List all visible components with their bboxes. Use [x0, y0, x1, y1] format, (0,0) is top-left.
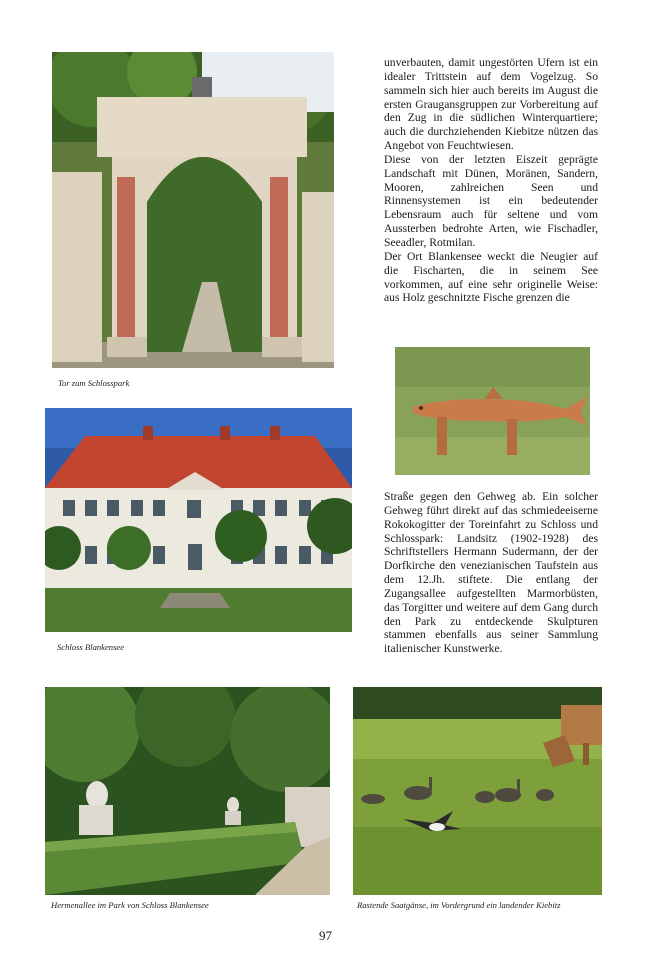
photo-wooden-fish	[395, 347, 590, 475]
paragraph: Der Ort Blankensee weckt die Neugier auf die Fischarten, die in seinem See vorkommen, auf eine sehr originelle Weise: aus Holz geschnitzte Fische grenzen die	[384, 249, 598, 305]
page-number: 97	[319, 928, 332, 943]
caption-geese: Rastende Saatgänse, im Vordergrund ein landender Kiebitz	[357, 900, 561, 910]
paragraph: unverbauten, damit ungestörten Ufern ist ein idealer Trittstein auf dem Vogelzug. So sammeln sich hier auch bereits im August die ersten Graugansgruppen zur Vorbereitung auf den Zug in die südlichen Winterquartiere; auch die durchziehenden Kiebitze nützen das Angebot von Feuchtwiesen.	[384, 56, 598, 153]
paragraph: Diese von der letzten Eiszeit geprägte Landschaft mit Dünen, Moränen, Sandern, Mooren, zahlreichen Seen und Rinnensystemen ist ein bedeutender Lebensraum auch für seltene und vom Aussterben bedrohte Arten, wie Fischadler, Seeadler, Rotmilan.	[384, 152, 598, 249]
paragraph: Straße gegen den Gehweg ab. Ein solcher Gehweg führt direkt auf das schmiedeeiserne Rokokogitter der Toreinfahrt zu Schloss und Schlosspark: Landsitz (1902-1928) des Schriftstellers Hermann Sudermann, der der Dorfkirche den venezianischen Taufstein aus dem 12.Jh. stiftete. Die entlang der Zugangsallee aufgestellten Marmorbüsten, das Torgitter und weitere auf dem Gang durch den Park zu entdeckende Skulpturen stammen ebenfalls aus seiner Sammlung italienischer Kunstwerke.	[384, 490, 598, 656]
caption-herme: Hermenallee im Park von Schloss Blankensee	[51, 900, 209, 910]
photo-castle	[45, 408, 352, 632]
text-column-bottom	[384, 490, 598, 656]
photo-gate	[52, 52, 334, 368]
caption-castle: Schloss Blankensee	[57, 642, 125, 652]
text-column-top	[384, 56, 598, 305]
photo-herme-avenue	[45, 687, 330, 895]
caption-gate: Tor zum Schlosspark	[58, 378, 130, 388]
photo-geese	[353, 687, 602, 895]
